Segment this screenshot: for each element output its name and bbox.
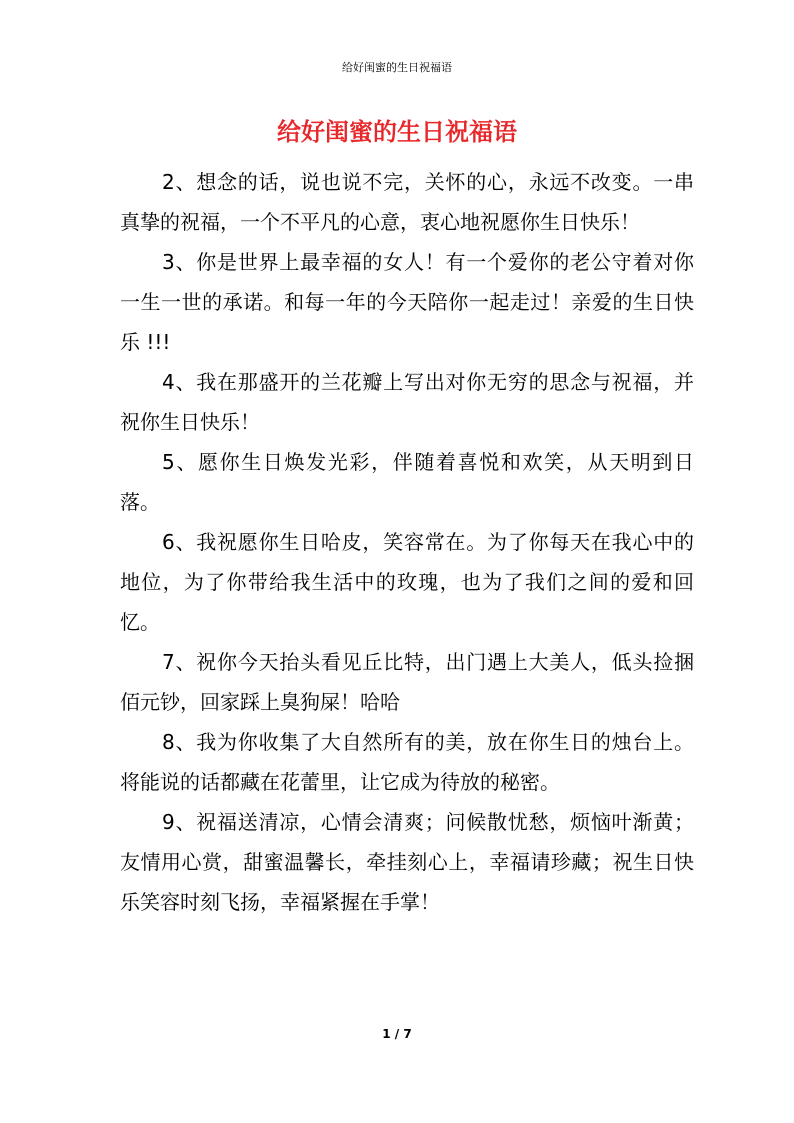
paragraph-5: 5、愿你生日焕发光彩，伴随着喜悦和欢笑，从天明到日落。 bbox=[120, 450, 694, 514]
paragraph-8: 8、我为你收集了大自然所有的美，放在你生日的烛台上。将能说的话都藏在花蕾里，让它成为待放的秘密。 bbox=[120, 730, 694, 794]
paragraph-9: 9、祝福送清凉，心情会清爽；问候散忧愁，烦恼叶渐黄；友情用心赏，甜蜜温馨长，牵挂刻心上，幸福请珍藏；祝生日快乐笑容时刻飞扬，幸福紧握在手掌！ bbox=[120, 810, 694, 914]
paragraph-4: 4、我在那盛开的兰花瓣上写出对你无穷的思念与祝福，并祝你生日快乐！ bbox=[120, 370, 694, 434]
page-number: 1 / 7 bbox=[382, 1027, 412, 1041]
paragraph-6: 6、我祝愿你生日哈皮，笑容常在。为了你每天在我心中的地位，为了你带给我生活中的玫瑰，也为了我们之间的爱和回忆。 bbox=[120, 530, 694, 634]
document-body bbox=[120, 162, 694, 922]
running-header: 给好闺蜜的生日祝福语 bbox=[342, 61, 452, 74]
document-title: 给好闺蜜的生日祝福语 bbox=[277, 118, 517, 146]
paragraph-2: 2、想念的话，说也说不完，关怀的心，永远不改变。一串真挚的祝福，一个不平凡的心意，衷心地祝愿你生日快乐！ bbox=[120, 170, 694, 234]
paragraph-3: 3、你是世界上最幸福的女人！有一个爱你的老公守着对你一生一世的承诺。和每一年的今天陪你一起走过！亲爱的生日快乐 !!! bbox=[120, 250, 694, 354]
paragraph-7: 7、祝你今天抬头看见丘比特，出门遇上大美人，低头捡捆佰元钞，回家踩上臭狗屎！哈哈 bbox=[120, 650, 694, 714]
